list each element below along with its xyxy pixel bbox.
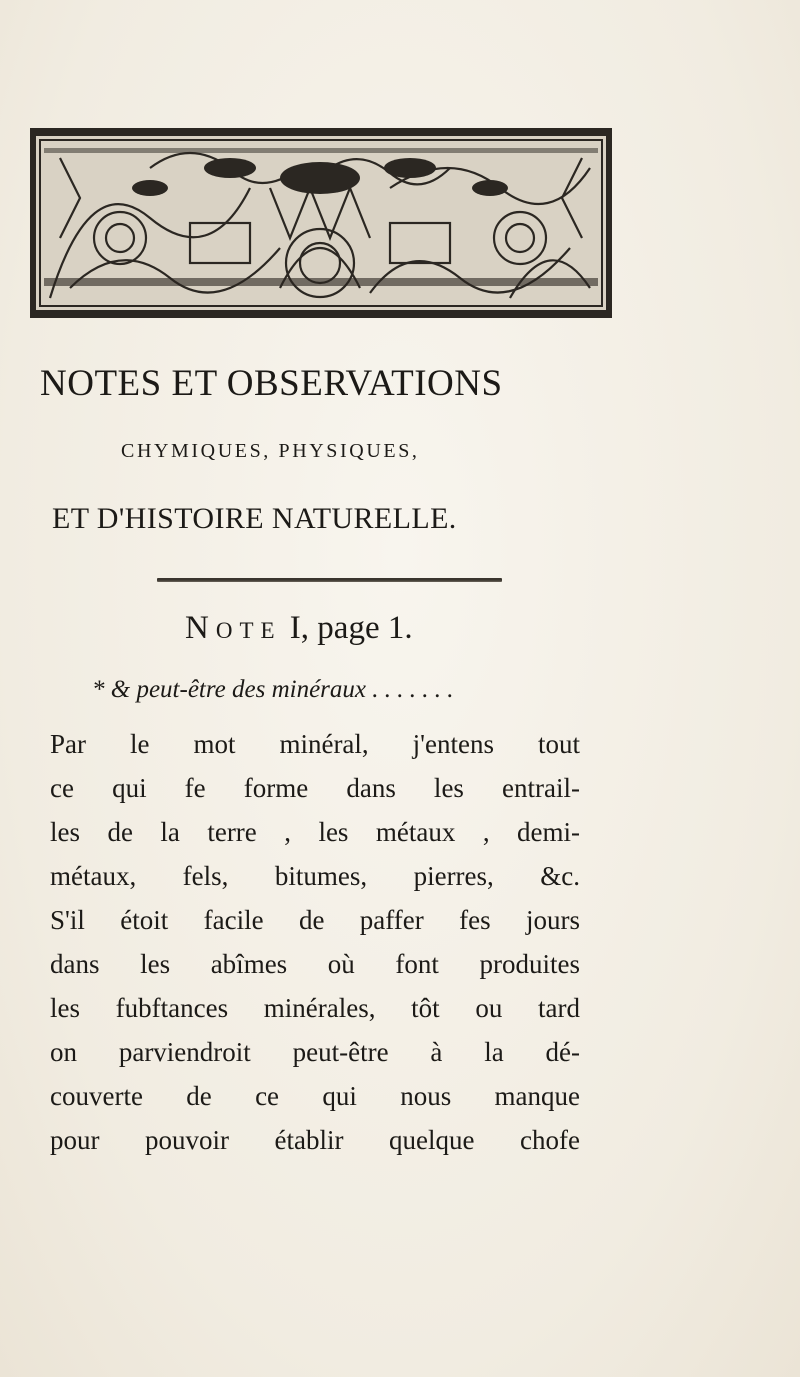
body-line: les de la terre , les métaux , demi- (50, 817, 580, 847)
body-line: on parviendroit peut-être à la dé- (50, 1037, 580, 1067)
note-heading-word: Note (185, 610, 282, 646)
page-title: NOTES ET OBSERVATIONS (40, 363, 503, 404)
page-subtitle-2: ET D'HISTOIRE NATURELLE. (52, 502, 457, 535)
engraved-ornament-headpiece (30, 128, 612, 318)
body-line: couverte de ce qui nous manque (50, 1081, 580, 1111)
note-heading (185, 610, 413, 647)
note-heading-number: I, (289, 610, 310, 646)
body-line: S'il étoit facile de paffer fes jours (50, 905, 580, 935)
body-line: dans les abîmes où font produites (50, 949, 580, 979)
body-line: ce qui fe forme dans les entrail- (50, 773, 580, 803)
body-line: métaux, fels, bitumes, pierres, &c. (50, 861, 580, 891)
page-subtitle-1: CHYMIQUES, PHYSIQUES, (121, 440, 420, 462)
body-line: les fubftances minérales, tôt ou tard (50, 993, 580, 1023)
note-body-text (50, 722, 580, 1162)
body-line: Par le mot minéral, j'entens tout (50, 729, 580, 759)
divider-rule (157, 578, 502, 582)
note-entry-reference: * & peut-être des minéraux . . . . . . . (92, 676, 454, 703)
note-heading-page: page 1. (317, 610, 413, 646)
body-line: pour pouvoir établir quelque chofe (50, 1125, 580, 1155)
